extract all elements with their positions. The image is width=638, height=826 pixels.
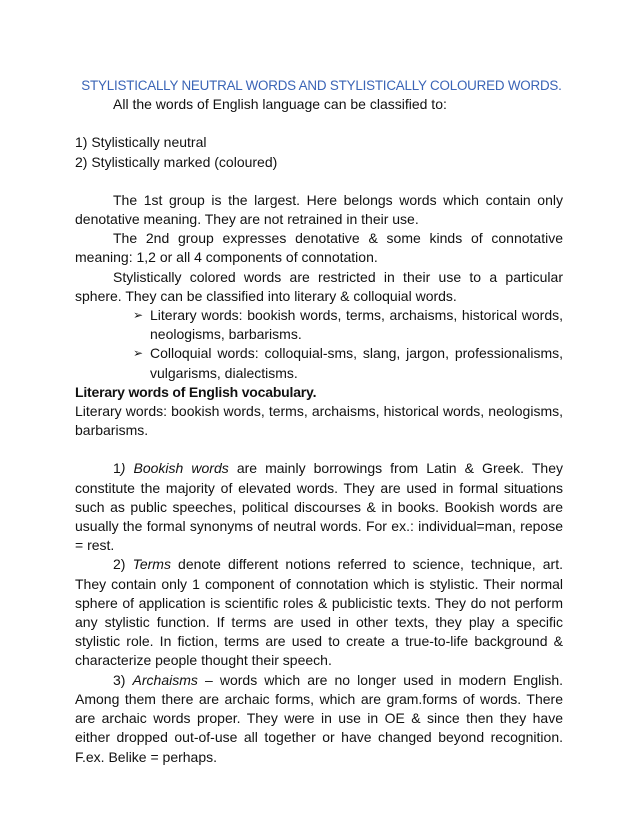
- arrow-bullet-icon: ➢: [133, 346, 144, 361]
- literary-summary: Literary words: bookish words, terms, archaisms, historical words, neologisms, barbarisms.: [75, 403, 563, 439]
- paragraph-first-group: The 1st group is the largest. Here belongs words which contain only denotative meaning. They are not retrained in their use.: [75, 191, 563, 228]
- section-number: 2): [113, 556, 133, 573]
- term-label: Archaisms: [132, 671, 198, 688]
- section-heading: Literary words of English vocabulary.: [75, 383, 317, 400]
- spacer: [75, 172, 563, 191]
- term-label: Terms: [132, 556, 171, 573]
- bullet-colloquial: [75, 344, 563, 382]
- paragraph-archaisms: [75, 671, 563, 767]
- section-text: denote different notions referred to science, technique, art. They contain only 1 component of connotation which is stylistic. Their normal sphere of application is scientific roles & publicistic texts. They do not perform any stylistic function. If terms are used in other texts, they play a specific stylistic role. In fiction, terms are used to create a true-to-life background & characterize people thought their speech.: [75, 556, 563, 669]
- intro-paragraph: All the words of English language can be classified to:: [113, 96, 447, 113]
- list-item-neutral: 1) Stylistically neutral: [75, 134, 207, 151]
- bullet-literary: [75, 306, 563, 344]
- paragraph-terms: [75, 555, 563, 670]
- section-text: – words which are no longer used in modern English. Among them there are archaic forms, which are gram.forms of words. There are archaic words proper. They were in use in OE & since then they have either dropped out-of-use all together or have changed beyond recognition. F.ex. Belike = perhaps.: [75, 671, 563, 765]
- bullet-colloquial-text: Colloquial words: colloquial-sms, slang, jargon, professionalisms, vulgarisms, dialectisms.: [150, 345, 563, 381]
- bullet-literary-text: Literary words: bookish words, terms, archaisms, historical words, neologisms, barbarisms.: [150, 307, 563, 343]
- spacer: [75, 114, 563, 133]
- paragraph-colored-words: Stylistically colored words are restricted in their use to a particular sphere. They can be classified into literary & colloquial words.: [75, 268, 563, 304]
- list-item-marked: 2) Stylistically marked (coloured): [75, 153, 278, 170]
- term-label: ) Bookish words: [120, 460, 229, 477]
- bullet-list: [75, 306, 563, 383]
- arrow-bullet-icon: ➢: [133, 308, 144, 323]
- section-number: 3): [113, 671, 133, 688]
- paragraph-second-group: The 2nd group expresses denotative & some kinds of connotative meaning: 1,2 or all 4 components of connotation.: [75, 230, 563, 266]
- section-text: are mainly borrowings from Latin & Greek. They constitute the majority of elevated words. They are used in formal situations such as public speeches, political discourses & in books. Bookish words are usually the formal synonyms of neutral words. For ex.: individual=man, repose = rest.: [75, 460, 564, 554]
- section-number: 1: [113, 460, 121, 477]
- paragraph-bookish-words: [75, 459, 563, 555]
- page-title: STYLISTICALLY NEUTRAL WORDS AND STYLISTICALLY COLOURED WORDS.: [81, 78, 562, 93]
- spacer: [75, 440, 563, 459]
- document-body: [75, 76, 563, 767]
